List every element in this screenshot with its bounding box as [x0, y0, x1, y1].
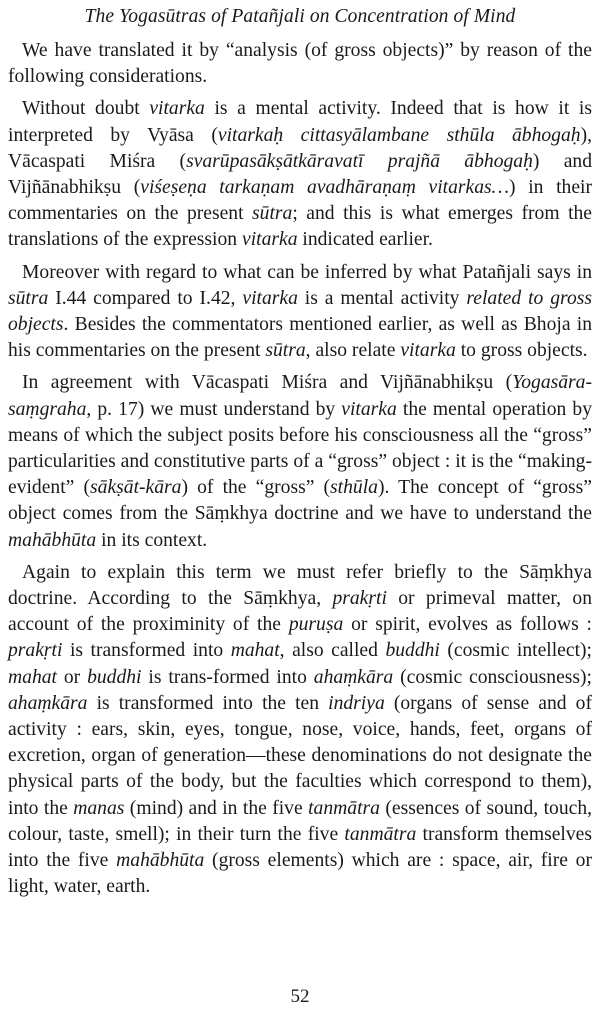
italic-term: puruṣa	[288, 614, 344, 636]
italic-term: mahābhūta	[116, 850, 205, 872]
italic-term: viśeṣeṇa tarkaṇam avadhāraṇaṃ vitarkas…	[140, 177, 510, 199]
text-run: ) and Vijñānabhikṣu (	[8, 150, 592, 199]
italic-term: sūtra	[265, 340, 306, 362]
text-run: . Besides the commentators mentioned earlier, as well as Bhoja in his commentaries on the present	[8, 314, 592, 362]
text-run: (gross elements) which are : space, air, fire or light, water, earth.	[8, 850, 593, 898]
body-paragraph	[8, 370, 592, 553]
text-run: Again to explain this term we must refer briefly to the Sāṃkhya doctrine. According to the Sāṃkhya,	[8, 561, 592, 610]
italic-term: buddhi	[87, 666, 142, 688]
italic-term: sākṣāt-kāra	[90, 477, 182, 499]
text-run: transform themselves into the five	[8, 823, 592, 872]
italic-term: vitarka	[242, 287, 298, 309]
text-run: or primeval matter, on account of the proximinity of the	[8, 588, 592, 636]
text-run: In agreement with Vācaspati Miśra and Vijñānabhikṣu (	[22, 372, 513, 394]
text-run: ), Vācaspati Miśra (	[8, 124, 592, 172]
italic-term: tanmātra	[344, 823, 417, 845]
italic-term: buddhi	[385, 640, 440, 662]
text-run: Without doubt	[22, 98, 150, 120]
italic-term: ahaṃkāra	[313, 666, 394, 688]
text-run: is trans-formed into	[141, 666, 314, 688]
italic-term: vitarkaḥ cittasyālambane sthūla ābhogaḥ	[217, 124, 581, 146]
body-text	[8, 38, 592, 901]
text-run: (cosmic consciousness);	[393, 666, 592, 688]
italic-term: sthūla	[330, 477, 378, 499]
italic-term: ahaṃkāra	[8, 692, 88, 714]
text-run: ) of the “gross” (	[181, 477, 331, 499]
italic-term: vitarka	[242, 229, 298, 251]
text-run: (cosmic intellect);	[439, 640, 592, 662]
text-run: indicated earlier.	[297, 229, 433, 251]
italic-term: mahat	[8, 666, 57, 688]
body-paragraph	[8, 96, 592, 253]
text-run: , p. 17) we must understand by	[86, 398, 342, 420]
italic-term: indriya	[328, 692, 385, 714]
text-run: (essences of sound, touch, colour, taste, smell); in their turn the five	[8, 797, 593, 845]
text-run: or spirit, evolves as follows :	[343, 614, 592, 636]
page-number: 52	[290, 986, 310, 1007]
text-run: , also relate	[305, 340, 401, 362]
italic-term: svarūpasākṣātkāravatī prajñā ābhogaḥ	[186, 150, 533, 172]
text-run: in its context.	[96, 529, 208, 551]
italic-term: manas	[73, 797, 125, 819]
text-run: is transformed into the ten	[87, 692, 329, 714]
italic-term: vitarka	[341, 398, 397, 420]
text-run: is transformed into	[62, 640, 231, 662]
text-run: I.44 compared to I.42,	[48, 287, 243, 309]
body-paragraph	[8, 38, 592, 90]
text-run: ). The concept of “gross” object comes from the Sāṃkhya doctrine and we have to understand the	[8, 477, 592, 525]
italic-term: sūtra	[8, 287, 49, 309]
text-run: to gross objects.	[455, 340, 588, 362]
text-run: We have translated it by “analysis (of gross objects)” by reason of the following considerations.	[8, 40, 592, 88]
text-run: the mental operation by means of which the subject posits before his consciousness all the “gross” particularities and constitutive parts of a “gross” object : it is the “making-evident” (	[8, 398, 592, 499]
text-run: is a mental activity	[297, 287, 467, 309]
italic-term: sūtra	[252, 203, 293, 225]
text-run: (organs of sense and of activity : ears, skin, eyes, tongue, nose, voice, hands, feet, organs of excretion, organ of generation—these denominations do not designate the physical parts of the body, but the faculties which correspond to them), into the	[8, 692, 593, 819]
running-head: The Yogasūtras of Patañjali on Concentration of Mind	[84, 6, 516, 27]
text-run: , also called	[279, 640, 386, 662]
text-run: ) in their commentaries on the present	[8, 177, 592, 225]
text-run: Moreover with regard to what can be inferred by what Patañjali says in	[22, 261, 592, 283]
italic-term: tanmātra	[308, 797, 380, 819]
body-paragraph	[8, 560, 592, 901]
body-paragraph	[8, 260, 592, 365]
italic-term: vitarka	[149, 98, 205, 120]
italic-term: vitarka	[400, 340, 456, 362]
italic-term: related to gross objects	[8, 287, 592, 336]
italic-term: mahābhūta	[8, 529, 97, 551]
text-run: (mind) and in the five	[124, 797, 309, 819]
text-run: or	[56, 666, 88, 688]
italic-term: prakṛti	[8, 640, 63, 662]
text-run: ; and this is what emerges from the translations of the expression	[8, 203, 593, 251]
italic-term: mahat	[230, 640, 280, 662]
text-run: is a mental activity. Indeed that is how it is interpreted by Vyāsa (	[8, 98, 592, 146]
italic-term: Yogasāra-saṃgraha	[8, 372, 592, 420]
italic-term: prakṛti	[332, 588, 387, 610]
